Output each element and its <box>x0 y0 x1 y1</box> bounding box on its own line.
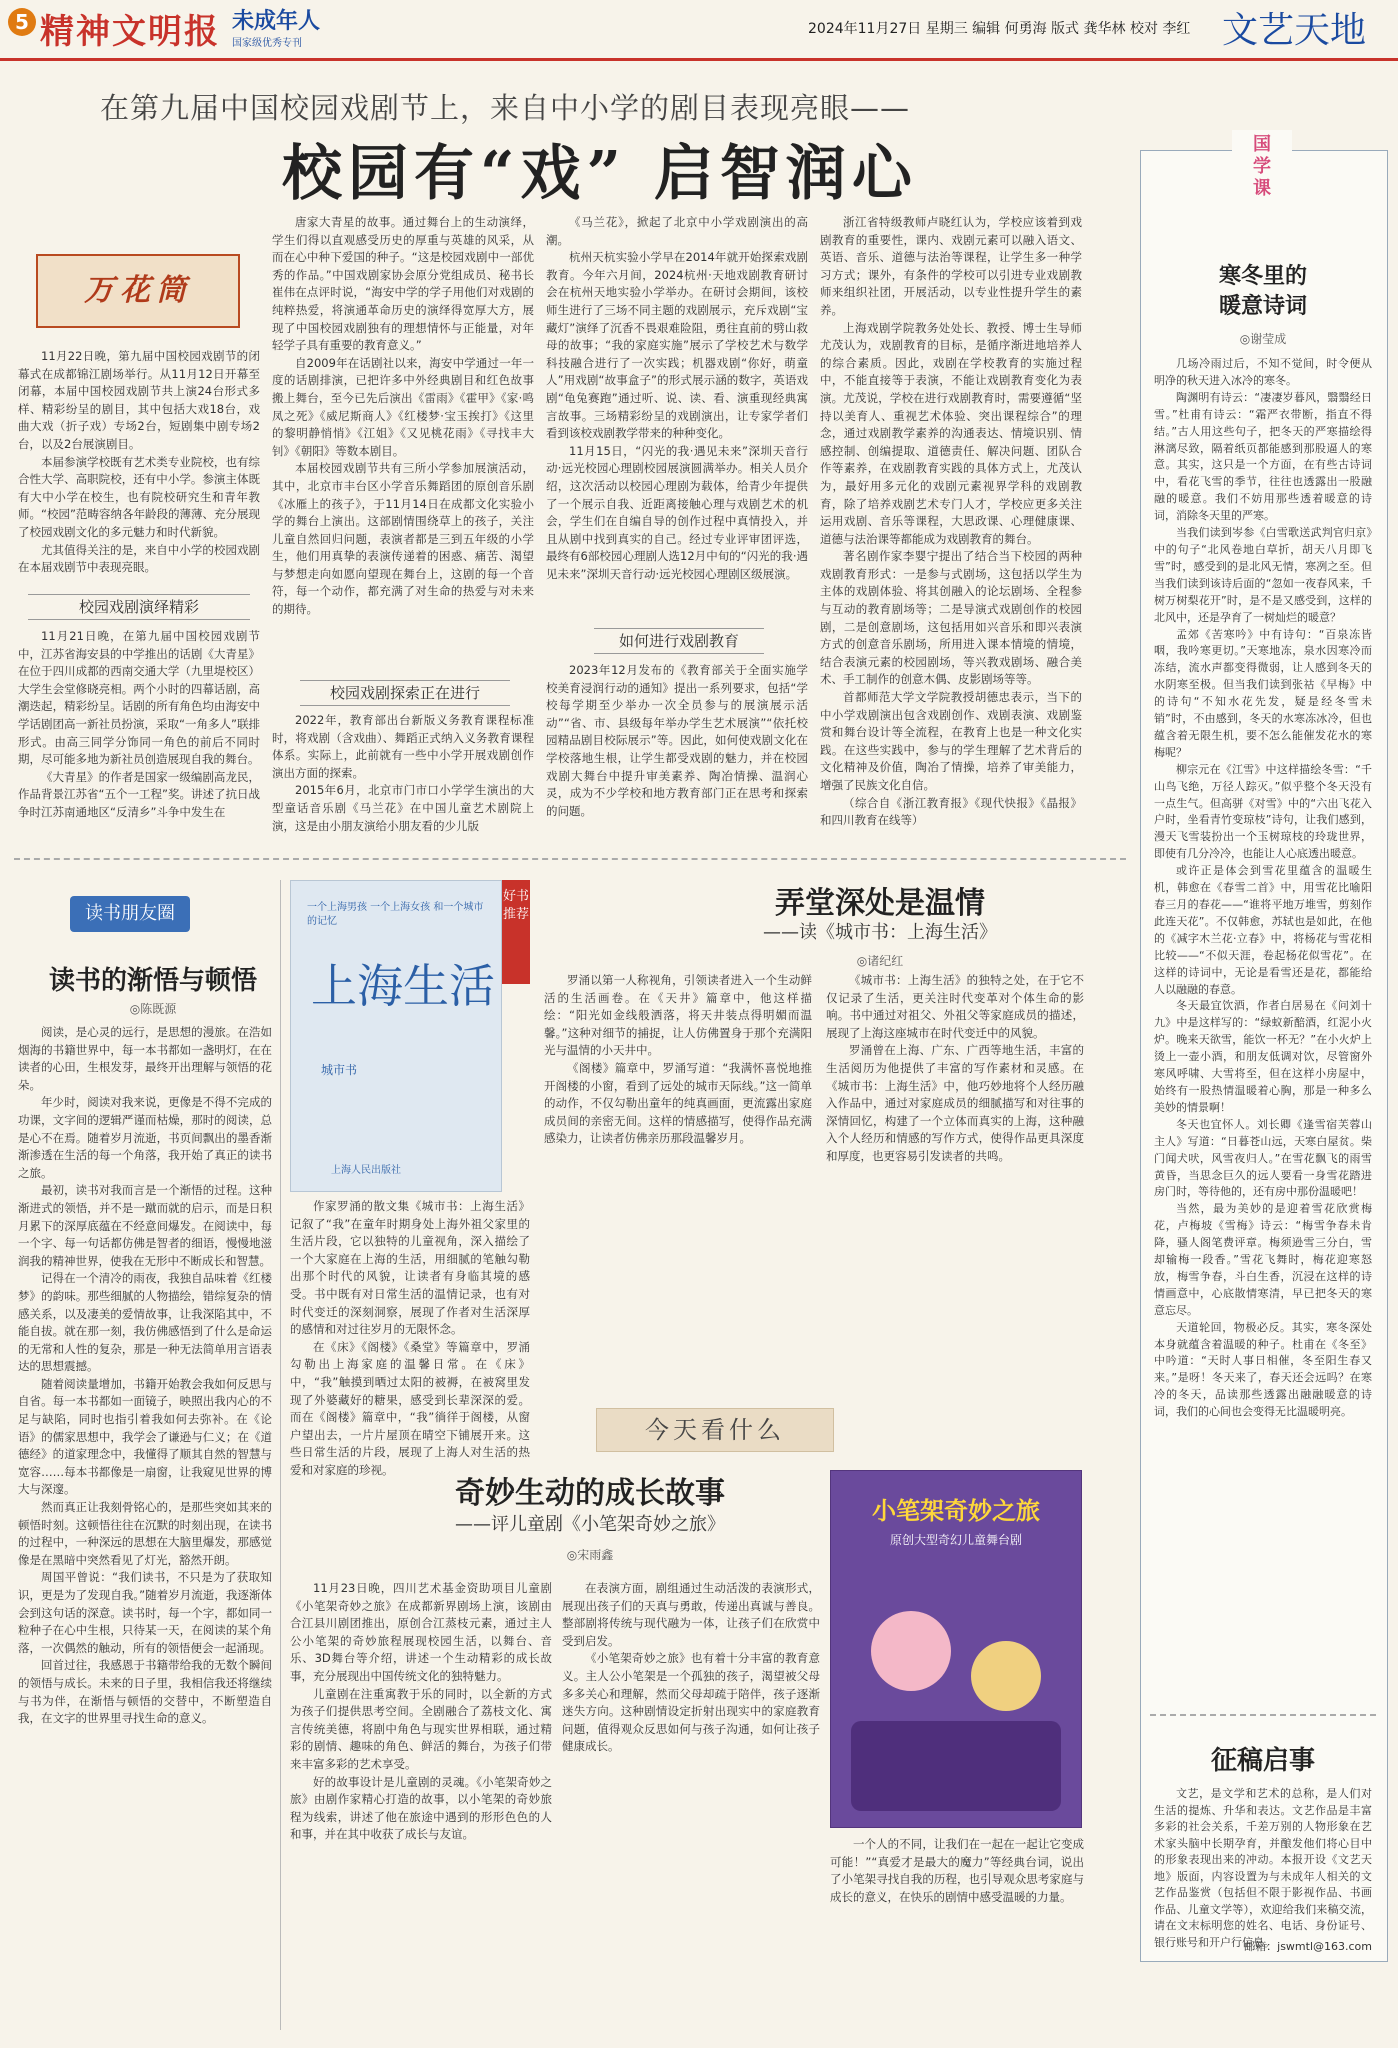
paragraph: 天道轮回，物极必反。其实，寒冬深处本身就蕴含着温暖的种子。杜甫在《冬至》中吟道：“天时人事日相催，冬至阳生春又来。”是呀！冬天来了，春天还会远吗？在寒冷的冬天，品读那些透露出融融暖意的诗词，我们的心间也会变得无比温暖明亮。 <box>1154 1320 1372 1419</box>
paragraph: 《小笔架奇妙之旅》也有着十分丰富的教育意义。主人公小笔架是一个孤独的孩子，渴望被父母多多关心和理解，然而父母却疏于陪伴，孩子逐渐迷失方向。这种剧情设定折射出现实中的家庭教育问题，值得观众反思如何与孩子沟通，如何让孩子健康成长。 <box>562 1651 820 1754</box>
lead-subhead-1: 校园戏剧演绎精彩 <box>28 594 250 620</box>
review-author: ◎诸纪红 <box>856 954 904 968</box>
review-column-2 <box>544 972 812 1396</box>
paragraph: 回首过往，我感恩于书籍带给我的无数个瞬间的领悟与成长。未来的日子里，我相信我还将继续与书为伴，在渐悟与顿悟的交替中，不断塑造自我，在文字的世界里寻找生命的意义。 <box>18 1658 272 1726</box>
issue-meta: 2024年11月27日 星期三 编辑 何勇海 版式 龚华林 校对 李红 <box>808 21 1191 37</box>
section-brand: 未成年人 <box>232 9 321 34</box>
paragraph: 浙江省特级教师卢晓红认为，学校应该着到戏剧教育的重要性，课内、戏剧元素可以融入语文、英语、音乐、道德与法治等课程，让学生多一种学习方式；课外，有条件的学校可以引进专业戏剧教师来组织社团，开展活动，以专业性提升学生的素养。 <box>820 215 1082 317</box>
today-watch-banner: 今天看什么 <box>596 1408 834 1452</box>
lead-column-2b <box>272 712 534 850</box>
poster-character-icon <box>971 1641 1041 1711</box>
paragraph: 《城市书：上海生活》的独特之处，在于它不仅记录了生活，更关注时代变革对个体生命的影响。书中通过对祖父、外祖父等家庭成员的描述，展现了上海这座城市在时代变迁中的风貌。 <box>826 973 1084 1040</box>
paragraph: 当然，最为美妙的是迎着雪花欣赏梅花，卢梅坡《雪梅》诗云：“梅雪争春未肯降，骚人阁笔费评章。梅须逊雪三分白，雪却输梅一段香。”雪花飞舞时，梅花迎寒怒放，梅雪争春，斗白生香，沉浸在这样的诗情画意中，心底散情寒清，早已把冬天的寒意忘尽。 <box>1154 1202 1372 1317</box>
play-review-subtitle: ——评儿童剧《小笔架奇妙之旅》 <box>455 1514 725 1535</box>
reading-tag: 读书朋友圈 <box>70 896 190 932</box>
review-title: 弄堂深处是温情 <box>775 886 985 921</box>
lead-kicker: 在第九届中国校园戏剧节上，来自中小学的剧目表现亮眼—— <box>100 91 911 125</box>
contact-email: 邮箱：jswmtl@163.com <box>1244 1940 1372 1953</box>
masthead: 精神文明报 <box>40 12 220 52</box>
paragraph: 在《床》《阁楼》《桑堂》等篇章中，罗涌勾勒出上海家庭的温馨日常。在《床》中，“我”触摸到晒过太阳的被褥，在被窝里发现了外婆藏好的糖果，感受到长辈深深的爱。而在《阁楼》篇章中，“我”徜徉于阁楼，从窗户望出去，一片片屋顶在晴空下铺展开来。这些日常生活的片段，展现了上海人对生活的热爱和对家庭的珍视。 <box>290 1339 530 1477</box>
paragraph: 冬天最宜饮酒，作者白居易在《问刘十九》中是这样写的：“绿蚁新醅酒，红泥小火炉。晚来天欲雪，能饮一杯无？”在小火炉上烫上一壶小酒，和朋友低调对饮，尽管窗外寒风呼啸、大雪将至，但在这样小房屋中，始终有一股热情温暖着心胸，那是一种多么美妙的情景啊！ <box>1154 999 1372 1114</box>
paragraph: 11月22日晚，第九届中国校园戏剧节的闭幕式在成都锦江剧场举行。从11月12日开幕至闭幕，本届中国校园戏剧节共上演24台形式多样、精彩纷呈的剧目，其中包括大戏18台，戏曲大戏（折子戏）专场2台，短剧集中剧专场2台，以及2台展演剧目。 <box>18 349 260 451</box>
poster-title: 小笔架奇妙之旅 <box>872 1497 1040 1525</box>
paragraph: 11月21日晚，在第九届中国校园戏剧节中，江苏省海安县的中学推出的话剧《大青星》在位于四川成都的西南交通大学（九里堤校区）大学生会堂修晓亮相。两个小时的四幕话剧，高潮迭起，精彩纷呈。话剧的所有角色均由海安中学话剧团高一新社员扮演，采取“一角多人”联排形式。由高三同学分饰同一角色的前后不同时期，尽可能多地为新社员创造展现自我的舞台。 <box>18 629 260 767</box>
paragraph: 自2009年在话剧社以来，海安中学通过一年一度的话剧排演，已把许多中外经典剧目和红色故事搬上舞台，至今已先后演出《雷雨》《霍甲》《家·鸣凤之死》《威尼斯商人》《红楼梦·宝玉挨打》《这里的黎明静悄悄》《江姐》《又见桃花雨》《寻找丰大钊》《朝阳》等数本剧目。 <box>272 355 534 458</box>
sidebar-tag-label: 国学课 <box>1253 134 1271 199</box>
lead-column-3 <box>546 214 808 604</box>
review-column-1 <box>290 1198 530 1477</box>
book-cover-title: 上海生活 <box>311 959 495 1013</box>
call-for-papers-title: 征稿启事 <box>1210 1746 1315 1776</box>
paragraph: 首都师范大学文学院教授胡德忠表示，当下的中小学戏剧演出包含戏剧创作、戏剧表演、戏剧鉴赏和舞台设计等全流程，在教育上也是一种文化实践。在这些实践中，参与的学生理解了艺术背后的文化精神及价值，陶冶了情操，培养了审美能力，增强了民族文化自信。 <box>820 690 1082 792</box>
sidebar-tag <box>1232 130 1292 222</box>
paragraph: 在表演方面，剧组通过生动活泼的表演形式，展现出孩子们的天真与勇敢，传递出真诚与善良。整部剧将传统与现代融为一体，让孩子们在欣赏中受到启发。 <box>562 1581 820 1648</box>
book-cover-tagline: 一个上海男孩 一个上海女孩 和一个城市的记忆 <box>307 902 484 927</box>
paragraph: 2015年6月，北京市门市口小学学生演出的大型童话音乐剧《马兰花》在中国儿童艺术剧院上演，这是由小朋友演给小朋友看的少儿版 <box>272 783 534 833</box>
play-column-1 <box>290 1580 552 2030</box>
poster-character-icon <box>871 1611 951 1691</box>
paragraph: 尤其值得关注的是，来自中小学的校园戏剧在本届戏剧节中表现亮眼。 <box>18 542 260 575</box>
section-brand-sub: 国家级优秀专刊 <box>232 38 302 49</box>
paragraph: 《马兰花》，掀起了北京中小学戏剧演出的高潮。 <box>546 215 808 247</box>
paragraph: 孟郊《苦寒吟》中有诗句：“百泉冻皆咽，我吟寒更切。”天寒地冻，泉水因寒冷而冻结，流水声都变得微弱，让人感到冬天的水阴寒至极。但当我们读到张祜《早梅》中的诗句“不知水花先发，疑是经冬雪未销”时，不由感到，冬天的水寒冻冰冷，但也蕴含着无限生机，要不怎么能催发花水的寒梅呢？ <box>1154 627 1372 759</box>
lead-column-1 <box>18 348 260 588</box>
paragraph: 文艺，是文学和艺术的总称，是人们对生活的提炼、升华和表达。文艺作品是丰富多彩的社会关系，千差万别的人物形象在艺术家头脑中长期孕育，并酿发他们将心目中的形象表现出来的冲动。本报开设《文艺天地》版面，内容设置为与未成年人相关的文艺作品鉴赏（包括但不限于影视作品、书画作品、儿童文学等），欢迎给我们来稿交流，请在文末标明您的姓名、电话、身份证号、银行账号和开户行信息。 <box>1154 1787 1372 1949</box>
lead-subhead-3: 如何进行戏剧教育 <box>594 628 764 654</box>
reading-article <box>18 1024 272 2034</box>
paragraph: 儿童剧在注重寓教于乐的同时，以全新的方式为孩子们提供思考空间。全剧融合了荔枝文化、寓言传统美德，将剧中角色与现实世界相联，通过精彩的剧情、趣味的角色、鲜活的舞台，为孩子们带来丰富多彩的艺术享受。 <box>290 1686 552 1771</box>
paragraph: 陶渊明有诗云：“凄凄岁暮风，翳翳经日雪。”杜甫有诗云：“霜严衣带断，指直不得结。”古人用这些句子，把冬天的严寒描绘得淋漓尽致，隔着纸页都能感到那股逼人的寒意。其实，这只是一个方面，在有些古诗词中，看花飞雪的季节，往往也透露出一股融融的暖意。我们不妨用那些透着暖意的诗词，消除冬天里的严寒。 <box>1154 390 1372 523</box>
book-cover-subtitle: 城市书 <box>321 1063 358 1077</box>
paragraph: 唐家大青星的故事。通过舞台上的生动演绎，学生们得以直观感受历史的厚重与英雄的风采，从而在心中种下爱国的种子。“这是校园戏剧中一部优秀的作品。”中国戏剧家协会原分党组成员、秘书长崔伟在点评时说，“海安中学的学子用他们对戏剧的纯粹热爱，将演通革命历史的演绎得宽厚大方，展现了中国校园戏剧独有的理想情怀与正能量，对年轻学子具有重要的教育意义。” <box>272 215 534 353</box>
paragraph: 《阁楼》篇章中，罗涌写道：“我满怀喜悦地推开阁楼的小窗，看到了远处的城市天际线。”这一简单的动作，不仅勾勒出童年的纯真画面，更流露出家庭成员间的亲密无间。这样的情感描写，使得作品充满感染力，让读者仿佛亲历那段温馨岁月。 <box>544 1060 812 1146</box>
paragraph: 周国平曾说：“我们读书，不只是为了获取知识，更是为了发现自我。”随着岁月流逝，我逐渐体会到这句话的深意。读书时，每一个字，都如同一粒种子在心中生根，只待某一天，在阅读的某个角落，一次偶然的触动，所有的领悟便会一起涌现。 <box>18 1570 272 1655</box>
paragraph: 杭州天杭实验小学早在2014年就开始探索戏剧教育。今年六月间，2024杭州·天地戏剧教育研讨会在杭州天地实验小学举办。在研讨会期间，该校师生进行了三场不同主题的戏剧展示，充斥戏剧“宝藏灯”演绎了沉香不畏艰难险阻，勇往直前的劈山救母的故事；“我的家庭实施”展示了学校艺术与数学科技融合进行了一次实践；机器戏剧“你好，萌童人”用戏剧“故事盒子”的形式展示涵的数字，英语戏剧“龟兔赛跑”通过听、说、读、看、演重现经典寓言故事。三场精彩纷呈的戏剧演出，让专家学者们看到该校戏剧教学带来的种种变化。 <box>546 250 808 441</box>
lead-column-2 <box>272 214 534 660</box>
paragraph: 随着阅读量增加，书籍开始教会我如何反思与自省。每一本书都如一面镜子，映照出我内心的不足与缺陷，同时也指引着我如何去弥补。在《论语》的儒家思想中，我学会了谦逊与仁义；在《道德经》的道家理念中，我懂得了顺其自然的智慧与宽容……每本书都像是一扇窗，让我窥见世界的博大与深邃。 <box>18 1376 272 1497</box>
paragraph: 上海戏剧学院教务处处长、教授、博士生导师尤茂认为，戏剧教育的目标，是循序渐进地培养人的综合素质。因此，戏剧在学校教育的实施过程中，不能直接等于表演，不能让戏剧教育变化为表演。尤茂说，学校在进行戏剧教育时，需要遵循“坚持以美育人、重视艺术体验、突出课程综合”的理念，通过戏剧教学素养的沟通表达、情境识别、情感控制、创编提取、道德责任、解决问题、团队合作等素养，在戏剧教育实践的具体方式上，尤茂认为，最好用多元化的戏剧元素视界学科的戏剧教育，除了培养戏剧艺术专门人才，学校应更多关注运用戏剧、音乐等课程，大思政课、心理健康课、道德与法治课等都能成为戏剧教育的舞台。 <box>820 320 1082 546</box>
page-number: 5 <box>8 8 36 36</box>
paragraph: 《大青星》的作者是国家一级编剧高龙民，作品背景江苏省“五个一工程”奖。讲述了抗日战争时江苏南通地区“反清乡”斗争中发生在 <box>18 769 260 819</box>
play-poster-image <box>830 1470 1082 1828</box>
paragraph: 年少时，阅读对我来说，更像是不得不完成的功课，文字间的逻辑严谨而枯燥，那时的阅读，总是心不在焉。随着岁月流逝，书页间飘出的墨香渐渐渗透在生活的每一个角落，我开始了真正的读书之旅。 <box>18 1095 272 1180</box>
paragraph: 或许正是体会到雪花里蕴含的温暖生机，韩愈在《春雪二首》中，用雪花比喻阳春三月的春花——“谁将平地万堆雪，剪刻作此连天花”。不仅韩愈，苏轼也是如此，在他的《减字木兰花·立春》中，将杨花与雪花相比较——“不似天涯，卷起杨花似雪花”。在这样的诗词中，无论是看雪还是花，都能给人以融融的春意。 <box>1154 864 1372 996</box>
paragraph: 11月15日，“闪光的我·遇见未来”深圳天音行动·远光校园心理剧校园展演圆满举办。相关人员介绍，这次活动以校园心理剧为载体，给青少年提供了一个展示自我、近距离接触心理与戏剧艺术的机会，学生们在自编自导的创作过程中真情投入，并且从剧中找到真实的自己。经过专业评审团评选，最终有6部校园心理剧人选12月中旬的“闪光的我·遇见未来”深圳天音行动·远光校园心理剧区级展演。 <box>546 443 808 581</box>
poem-title: 寒冬里的暖意诗词 <box>1218 264 1307 319</box>
logo-wanhuatong: 万花筒 <box>36 254 240 328</box>
page-header <box>0 0 1398 61</box>
paragraph: 一个人的不同，让我们在一起在一起让它变成可能！”“真爱才是最大的魔力”等经典台词，说出了小笔架寻找自我的历程，也引导观众思考家庭与成长的意义，在快乐的剧情中感受温暖的力量。 <box>830 1837 1084 1904</box>
paragraph: 罗涌以第一人称视角，引领读者进入一个生动鲜活的生活画卷。在《天井》篇章中，他这样描绘：“阳光如金线般洒落，将天井装点得明媚而温馨。”这种对细节的捕捉，让人仿佛置身于那个充满阳光与温情的小天井中。 <box>544 973 812 1058</box>
reading-author: ◎陈既源 <box>129 1002 177 1016</box>
section-title: 文艺天地 <box>1222 10 1367 51</box>
paragraph: 阅读，是心灵的远行，是思想的漫旅。在浩如烟海的书籍世界中，每一本书都如一盏明灯，在在读者的心田，生根发芽，最终开出理解与领悟的花朵。 <box>18 1025 272 1092</box>
paragraph: 作家罗涌的散文集《城市书：上海生活》记叙了“我”在童年时期身处上海外祖父家里的生活片段，它以独特的儿童视角，深入描绘了一个大家庭在上海的生活，用细腻的笔触勾勒出那个时代的风貌，让读者有身临其境的感受。书中既有对日常生活的温情记录，也有对时代变迁的深刻洞察，展现了作者对生活深厚的感情和对过往岁月的无限怀念。 <box>290 1199 530 1337</box>
lead-headline: 校园有“戏” 启智润心 <box>282 139 918 209</box>
book-cover-publisher: 上海人民出版社 <box>331 1165 401 1176</box>
paragraph: 柳宗元在《江雪》中这样描绘冬雪：“千山鸟飞绝，万径人踪灭。”似乎整个冬天没有一点生气。但高骈《对雪》中的“六出飞花入户时，坐看青竹变琼枝”诗句，让我们感到，漫天飞雪装扮出一个玉树琼枝的玲珑世界，即使有几分冷冷，也能让人心底透出暖意。 <box>1154 762 1372 861</box>
column-divider <box>280 880 281 2030</box>
lead-column-4 <box>820 214 1082 850</box>
lead-column-1b <box>18 628 260 850</box>
section-divider <box>14 858 1126 860</box>
review-subtitle: ——读《城市书：上海生活》 <box>763 922 997 943</box>
paragraph: 罗涌曾在上海、广东、广西等地生活，丰富的生活阅历为他提供了丰富的写作素材和灵感。在《城市书：上海生活》中，他巧妙地将个人经历融入作品中，通过对家庭成员的细腻描写和对往事的深情回忆，构建了一个立体而真实的上海，这种融入个人经历和情感的写作方式，使得作品更具深度和厚度，也更容易引发读者的共鸣。 <box>826 1043 1084 1163</box>
book-cover-image <box>290 880 502 1192</box>
paragraph: 11月23日晚，四川艺术基金资助项目儿童剧《小笔架奇妙之旅》在成都新界剧场上演，该剧由合江县川剧团推出，原创合江蒸枝元素，通过主人公小笔架的奇妙旅程展现校园生活，以舞台、音乐、3D舞台等介绍，讲述一个生动精彩的成长故事，充分展现出中国传统文化的独特魅力。 <box>290 1581 552 1683</box>
review-column-3 <box>826 972 1084 1396</box>
paragraph: 最初，读书对我而言是一个渐悟的过程。这种渐进式的领悟，并不是一蹴而就的启示，而是日积月累下的深厚底蕴在不经意间爆发。在阅读中，每一个字、每一句话都仿佛是智者的细语，慢慢地滋润我的精神世界，使我在无形中不断成长和智慧。 <box>18 1183 272 1268</box>
poster-subtitle: 原创大型奇幻儿童舞台剧 <box>889 1533 1022 1547</box>
play-column-3 <box>830 1836 1084 2030</box>
play-column-2 <box>562 1580 820 2030</box>
lead-subhead-2: 校园戏剧探索正在进行 <box>300 680 510 706</box>
column-logo <box>18 254 260 334</box>
paragraph: 2023年12月发布的《教育部关于全面实施学校美育浸润行动的通知》提出一系列要求，包括“学校每学期至少举办一次全员参与的展演展示活动”“省、市、县级每年举办学生艺术展演”“依托校园精品剧目校际展示”等。因此，如何使戏剧文化在学校落地生根，让学生都受戏剧的魅力，并在校园戏剧大舞台中提升审美素养、陶冶情操、温润心灵，成为不少学校和地方教育部门正在思考和探索的问题。 <box>546 663 808 818</box>
play-review-title: 奇妙生动的成长故事 <box>455 1476 725 1511</box>
paragraph: 冬天也宜怀人。刘长卿《逢雪宿芙蓉山主人》写道：“日暮苍山远，天寒白屋贫。柴门闻犬吠，风雪夜归人。”在雪花飘飞的雨雪黄昏，当思念巨久的远人要看一身雪花踏进房门时，等待他的，还有房中那份温暖吧！ <box>1154 1117 1372 1199</box>
paragraph: 本届参演学校既有艺术类专业院校，也有综合性大学、高职院校，还有中小学。参演主体既有大中小学在校生，也有院校研究生和青年教师。“校园”范畴容纳各年龄段的薄薄、充分展现了校园戏剧文化的多元魅力和时代新貌。 <box>18 454 260 539</box>
poem-article <box>1154 356 1372 1706</box>
reading-title: 读书的渐悟与顿悟 <box>48 966 257 996</box>
lead-column-3b <box>546 662 808 850</box>
paragraph: 本届校园戏剧节共有三所小学参加展演活动，其中，北京市丰台区小学音乐舞蹈团的原创音乐剧《冰雁上的孩子》，于11月14日在成都文化实验小学的舞台上演出。这部剧情围绕草上的孩子，关注儿童自然回归问题，表演者都是三到五年级的小学生，他们用真挚的表演传递着的困惑、痛苦、渴望与梦想走向如愿向望现在舞台上，这剧的每一个音符，每一个动作，都充满了对生命的热爱与对未来的期待。 <box>272 461 534 617</box>
play-review-author: ◎宋雨鑫 <box>566 1548 614 1562</box>
paragraph: 2022年，教育部出台新版义务教育课程标准时，将戏剧（含戏曲）、舞蹈正式纳入义务教育课程体系。实际上，此前就有一些中小学开展戏剧创作演出方面的探索。 <box>272 713 534 780</box>
paragraph: 记得在一个清冷的雨夜，我独自品味着《红楼梦》的韵味。那些细腻的人物描绘，错综复杂的情感关系，以及凄美的爱情故事，让我深陷其中，不能自拔。就在那一刻，我仿佛感悟到了什么是命运的无常和人性的复杂，那是一种无法简单用言语表达的思想震撼。 <box>18 1271 272 1374</box>
paragraph: 几场冷雨过后，不知不觉间，时令便从明净的秋天进入冰冷的寒冬。 <box>1154 357 1372 387</box>
paragraph: 著名剧作家李婴宁提出了结合当下校园的两种戏剧教育形式：一是参与式剧场，这包括以学生为主体的戏剧体验、将其创融入的论坛剧场、全程参与互动的教育剧场等；二是导演式戏剧创作的校园剧，二是创意剧场，这包括用如兴音乐和即兴表演方式的创意音乐剧场，所用进入课本情境的情境，结合表演元素的校园剧场，等兴教戏剧场、融合美术、手工制作的创意木偶、皮影剧场等等。 <box>820 549 1082 687</box>
paragraph: 好的故事设计是儿童剧的灵魂。《小笔架奇妙之旅》由剧作家精心打造的故事，以小笔架的奇妙旅程为线索，讲述了他在旅途中遇到的形形色色的人和事，并在其中收获了成长与友谊。 <box>290 1774 552 1842</box>
poem-author: ◎谢莹成 <box>1239 332 1287 346</box>
paragraph: 然而真正让我刻骨铭心的，是那些突如其来的顿悟时刻。这顿悟往往在沉默的时刻出现，在读书的过程中，一种深远的思想在大脑里爆发，那感觉像是在黑暗中突然看见了灯光，豁然开朗。 <box>18 1500 272 1567</box>
good-book-badge: 好书推荐 <box>502 880 530 984</box>
poster-stage-icon <box>851 1721 1061 1811</box>
paragraph: （综合自《浙江教育报》《现代快报》《晶报》和四川教育在线等） <box>820 795 1082 828</box>
paragraph: 当我们读到岑参《白雪歌送武判官归京》中的句子“北风卷地白草折，胡天八月即飞雪”时，感受到的是北风无情，寒冽之至。但当我们读到该诗后面的“忽如一夜春风来，千树万树梨花开”时，是不是又感受到，这样的北风中，还是孕育了一树灿烂的暖意？ <box>1154 526 1372 624</box>
sidebar-divider <box>1150 1714 1376 1716</box>
